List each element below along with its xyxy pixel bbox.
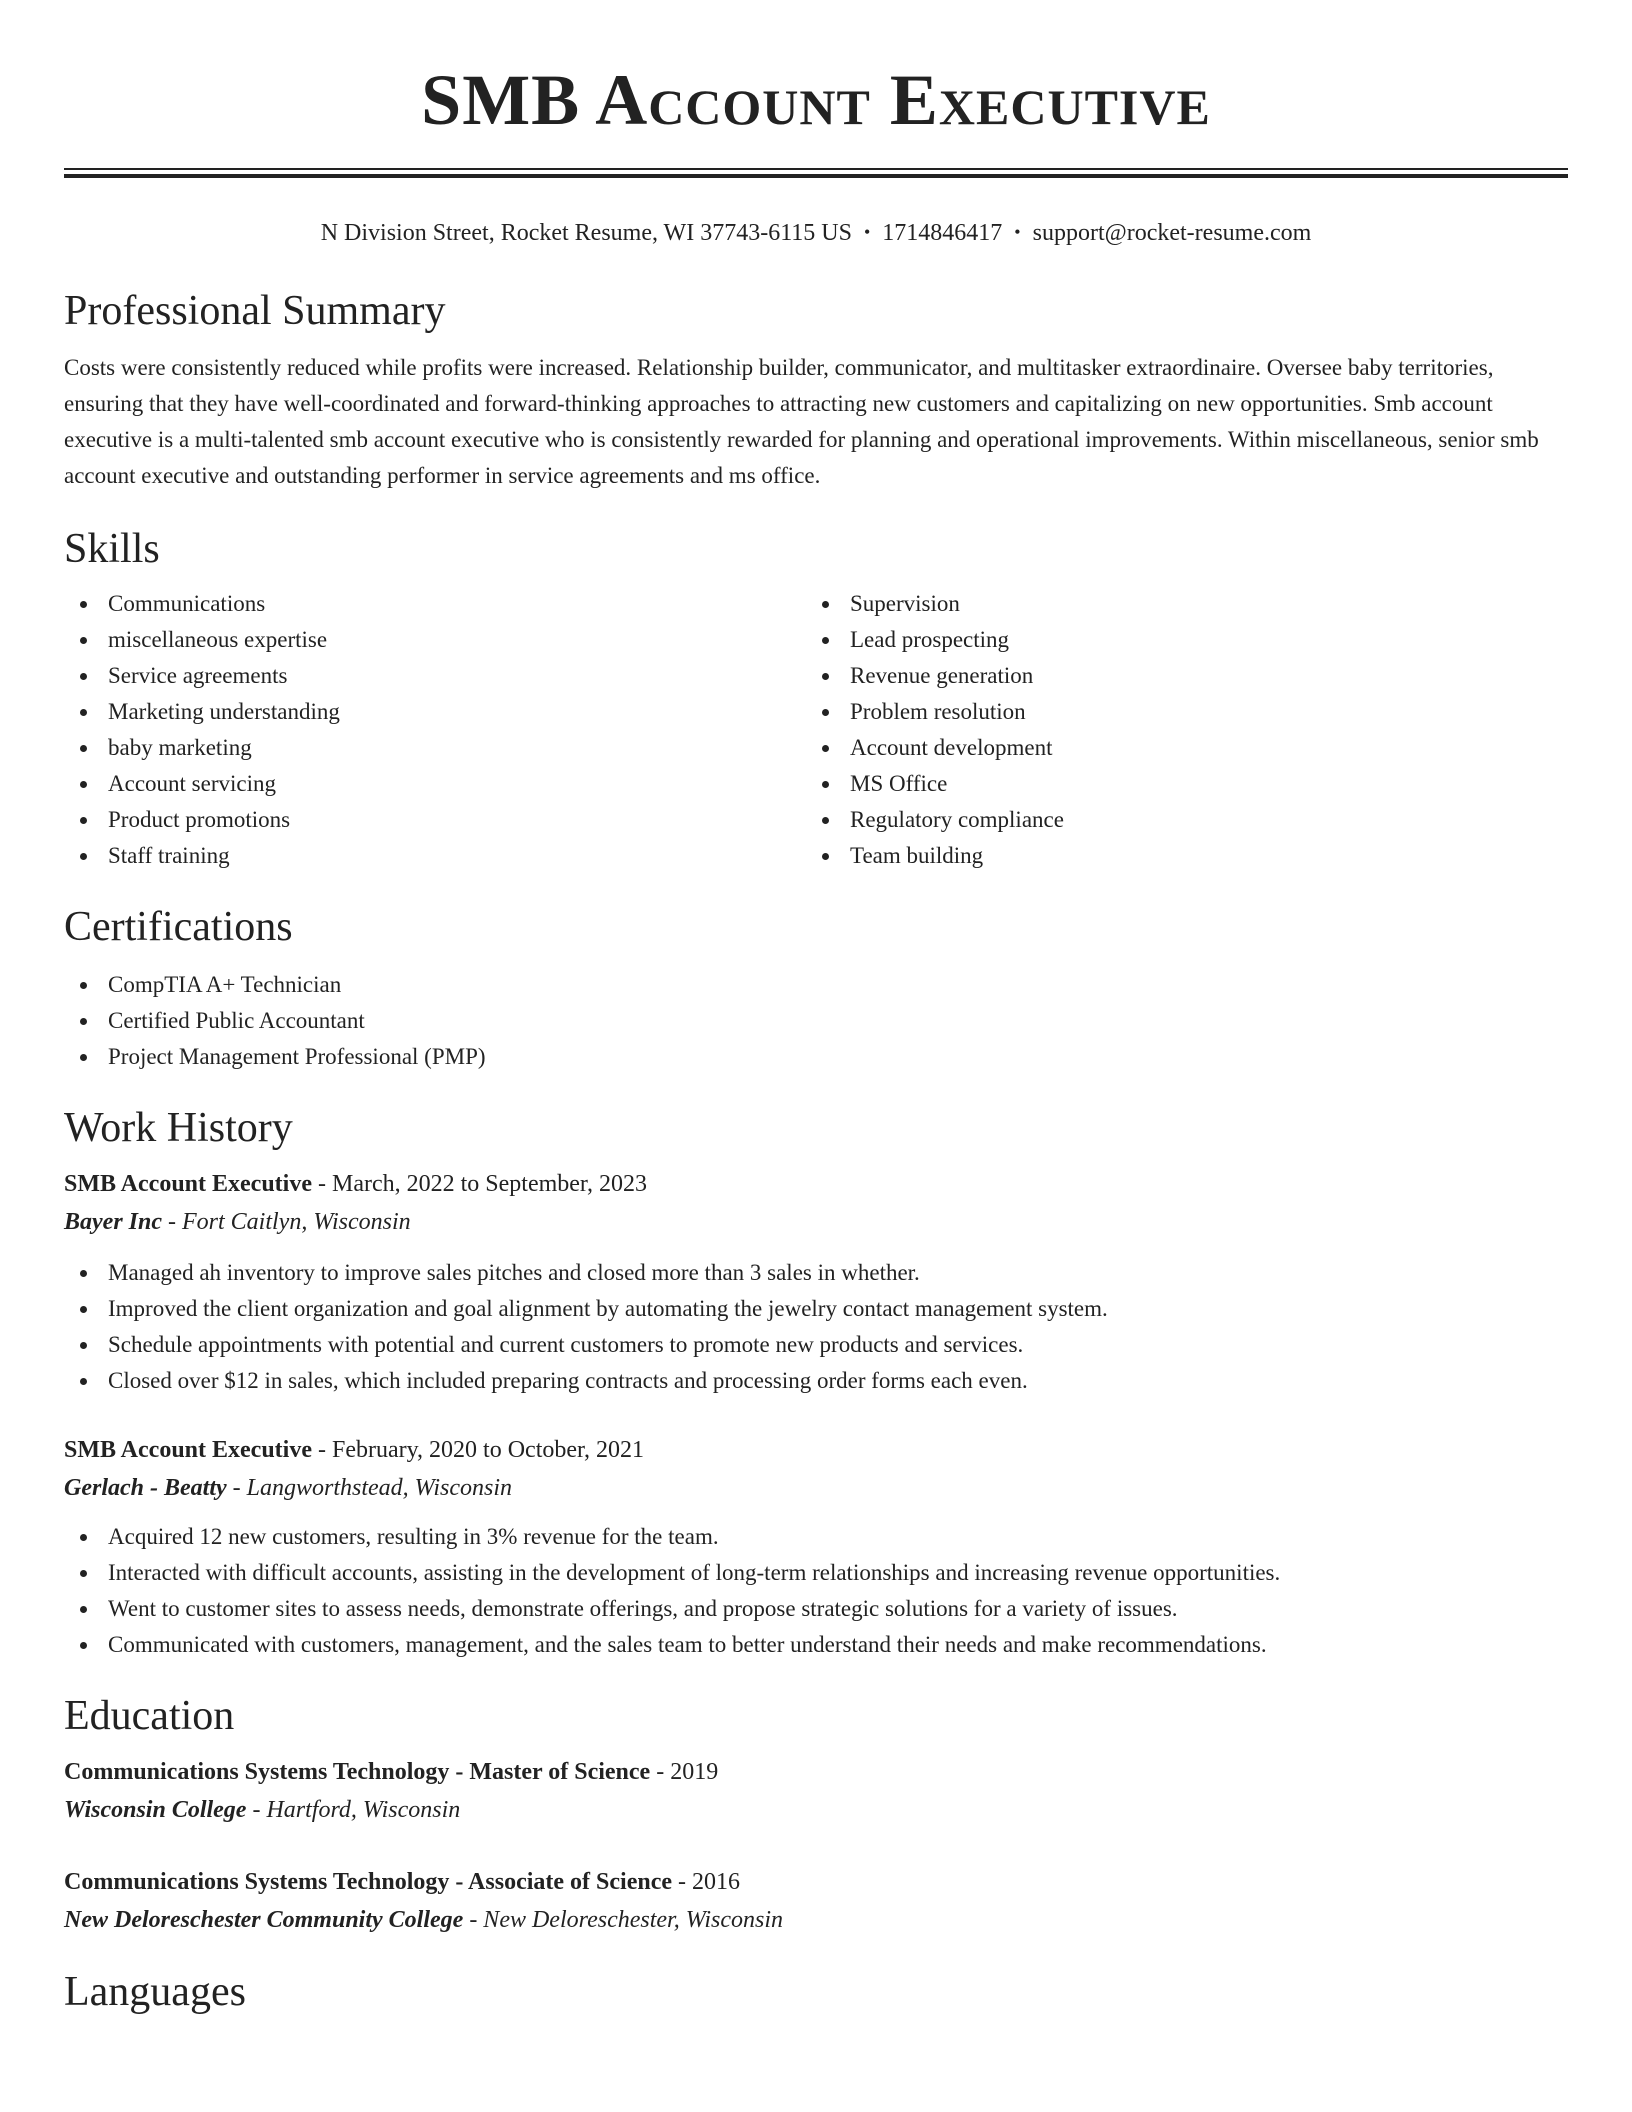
job-company: Bayer Inc	[64, 1208, 162, 1235]
certification-item: Certified Public Accountant	[64, 1003, 1568, 1039]
job-bullets	[64, 1255, 1568, 1399]
job-bullet: Interacted with difficult accounts, assisting in the development of long-term relationships and increasing revenue opportunities.	[64, 1555, 1568, 1591]
section-heading-skills: Skills	[64, 526, 160, 573]
job-bullet: Went to customer sites to assess needs, demonstrate offerings, and propose strategic solutions for a variety of issues.	[64, 1591, 1568, 1627]
education-school: New Deloreschester Community College	[64, 1906, 464, 1933]
job-bullets	[64, 1519, 1568, 1663]
skill-item: Account development	[806, 730, 1548, 766]
job-entry	[64, 1431, 1568, 1663]
certification-item: Project Management Professional (PMP)	[64, 1039, 1568, 1075]
job-dates: - March, 2022 to September, 2023	[311, 1170, 647, 1197]
skill-item: Lead prospecting	[806, 622, 1548, 658]
education-header	[64, 1863, 1568, 1901]
contact-email[interactable]: support@rocket-resume.com	[1032, 220, 1312, 246]
job-bullet: Managed ah inventory to improve sales pitches and closed more than 3 sales in whether.	[64, 1255, 1568, 1291]
job-header	[64, 1431, 1568, 1469]
section-heading-work-history: Work History	[64, 1104, 293, 1151]
education-degree: Communications Systems Technology - Master of Science	[64, 1758, 651, 1785]
skill-item: Communications	[64, 586, 806, 622]
contact-phone: 1714846417	[882, 220, 1003, 246]
education-location: - New Deloreschester, Wisconsin	[463, 1906, 784, 1933]
skills-list-left	[64, 586, 806, 874]
contact-separator: •	[1014, 222, 1021, 242]
section-heading-certifications: Certifications	[64, 904, 293, 951]
job-bullet: Improved the client organization and goal alignment by automating the jewelry contact management system.	[64, 1291, 1568, 1327]
skill-item: Product promotions	[64, 802, 806, 838]
skill-item: Supervision	[806, 586, 1548, 622]
job-location: - Fort Caitlyn, Wisconsin	[162, 1208, 411, 1235]
job-bullet: Communicated with customers, management, and the sales team to better understand their needs and make recommendations.	[64, 1627, 1568, 1663]
skill-item: Service agreements	[64, 658, 806, 694]
skill-item: Account servicing	[64, 766, 806, 802]
section-heading-education: Education	[64, 1692, 235, 1739]
skill-item: Regulatory compliance	[806, 802, 1548, 838]
skill-item: MS Office	[806, 766, 1548, 802]
section-heading-languages: Languages	[64, 1968, 246, 2015]
skill-item: Marketing understanding	[64, 694, 806, 730]
contact-address: N Division Street, Rocket Resume, WI 37743-6115 US	[320, 220, 852, 246]
resume-page	[64, 0, 1568, 2015]
resume-title: SMB Account Executive	[421, 60, 1211, 140]
education-header	[64, 1753, 1568, 1791]
certification-item: CompTIA A+ Technician	[64, 967, 1568, 1003]
skill-item: miscellaneous expertise	[64, 622, 806, 658]
contact-line	[64, 216, 1568, 248]
skills-grid	[64, 586, 1568, 874]
job-title: SMB Account Executive	[64, 1170, 312, 1197]
education-location: - Hartford, Wisconsin	[246, 1796, 461, 1823]
education-degree: Communications Systems Technology - Associate of Science	[64, 1868, 672, 1895]
job-company: Gerlach - Beatty	[64, 1474, 227, 1501]
job-dates: - February, 2020 to October, 2021	[311, 1436, 645, 1463]
title-divider	[64, 168, 1568, 180]
job-company-line	[64, 1203, 1568, 1241]
skill-item: Revenue generation	[806, 658, 1548, 694]
skill-item: Problem resolution	[806, 694, 1548, 730]
summary-text: Costs were consistently reduced while profits were increased. Relationship builder, communicator, and multitasker extraordinaire. Oversee baby territories, ensuring that they have well-coordinated and forward-thinking approaches to attracting new customers and capitalizing on new opportunities. Smb account executive is a multi-talented smb account executive who is consistently rewarded for planning and operational improvements. Within miscellaneous, senior smb account executive and outstanding performer in service agreements and ms office.	[64, 355, 1539, 489]
section-heading-summary: Professional Summary	[64, 288, 446, 334]
job-bullet: Schedule appointments with potential and current customers to promote new products and services.	[64, 1327, 1568, 1363]
skills-list-right	[806, 586, 1548, 874]
skill-item: baby marketing	[64, 730, 806, 766]
skill-item: Team building	[806, 838, 1548, 874]
job-entry	[64, 1165, 1568, 1399]
education-entry	[64, 1863, 1568, 1939]
contact-separator: •	[863, 222, 871, 242]
education-year: - 2016	[672, 1868, 740, 1895]
job-location: - Langworthstead, Wisconsin	[226, 1474, 512, 1501]
certifications-list	[64, 967, 1568, 1075]
education-entry	[64, 1753, 1568, 1829]
education-school-line	[64, 1791, 1568, 1829]
job-title: SMB Account Executive	[64, 1436, 312, 1463]
job-company-line	[64, 1469, 1568, 1507]
education-year: - 2019	[650, 1758, 719, 1785]
education-school-line	[64, 1901, 1568, 1939]
job-header	[64, 1165, 1568, 1203]
job-bullet: Acquired 12 new customers, resulting in 3% revenue for the team.	[64, 1519, 1568, 1555]
skill-item: Staff training	[64, 838, 806, 874]
job-bullet: Closed over $12 in sales, which included preparing contracts and processing order forms each even.	[64, 1363, 1568, 1399]
education-school: Wisconsin College	[64, 1796, 247, 1823]
